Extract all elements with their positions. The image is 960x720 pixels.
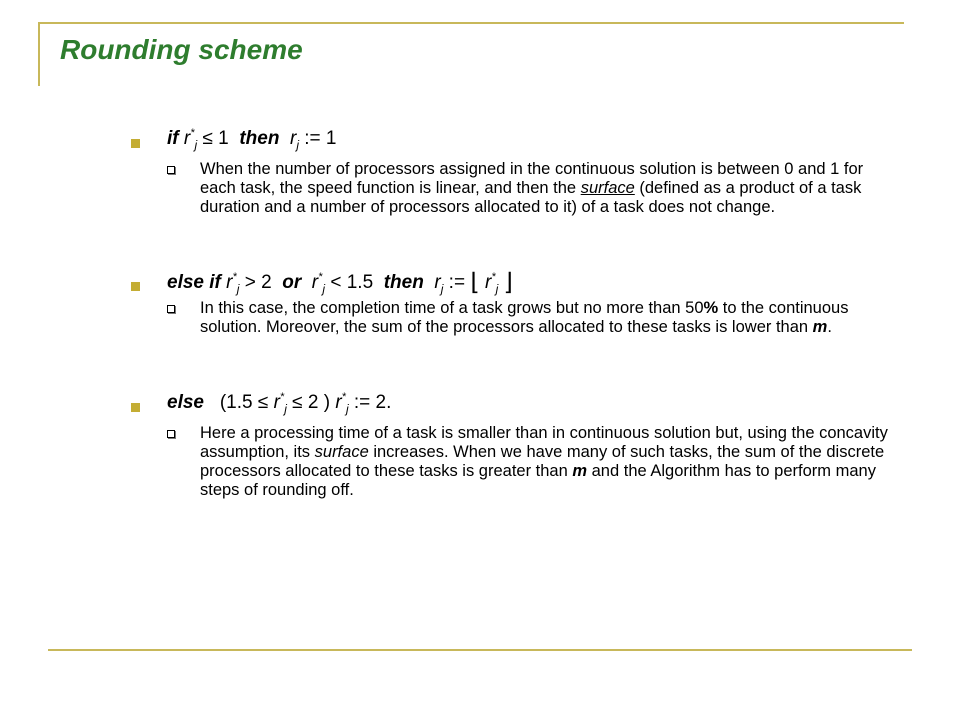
top-rule (40, 22, 904, 24)
case-1-explanation: When the number of processors assigned in the continuous solution is between 0 and 1 for each task, the speed function is linear, and then the surface (defined as a product of a task duration and a number of processors allocated to it) of a task does not change. (200, 160, 864, 216)
sub-bullet-icon (167, 305, 175, 313)
sub-bullet-icon (167, 166, 175, 174)
bullet-square-icon (131, 403, 140, 412)
case-2-heading: else if $r^*_j > 2$ or $r^*_j < 1.5$ then $r_j$ := ⌊ $r^*_j$ ⌋ (167, 269, 513, 296)
case-3-heading: else ($1.5 \le r^*_j \le 2$ ) $r^*_j$ := 2. (167, 391, 392, 416)
bullet-square-icon (131, 282, 140, 291)
bottom-rule (48, 649, 912, 651)
case-2-explanation: In this case, the completion time of a task grows but no more than 50% to the continuous solution. Moreover, the sum of the processors allocated to these tasks is lower than m. (200, 299, 849, 336)
bullet-square-icon (131, 139, 140, 148)
sub-bullet-icon (167, 430, 175, 438)
case-1-heading: if $r^*_j \le 1$ then $r_j$ := 1 (167, 127, 337, 152)
case-3-explanation: Here a processing time of a task is smaller than in continuous solution but, using the concavity assumption, its surface increases. When we have many of such tasks, the sum of the discrete processors allocated to these tasks is greater than m and the Algorithm has to perform many steps of rounding off. (200, 424, 888, 499)
slide-title: Rounding scheme (60, 34, 303, 65)
left-rule (38, 22, 40, 86)
